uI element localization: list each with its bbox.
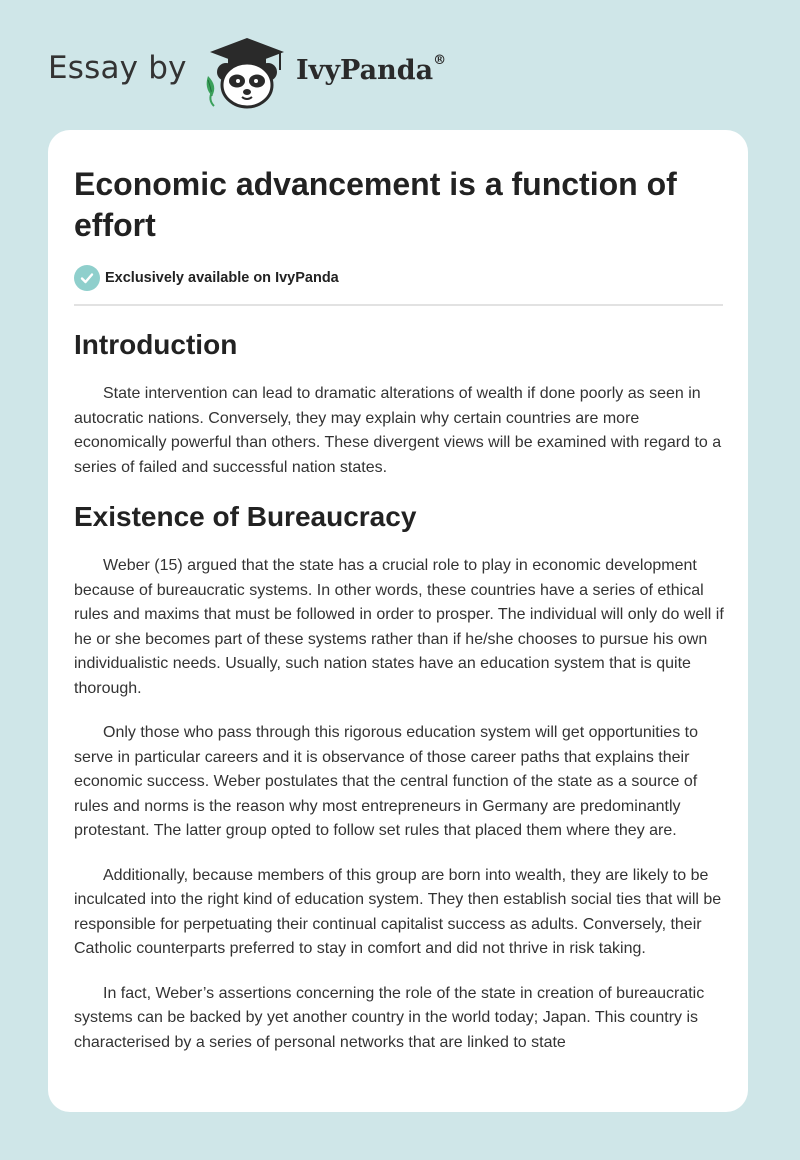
essay-title: Economic advancement is a function of effort bbox=[74, 166, 677, 243]
section-heading-introduction: Introduction bbox=[74, 329, 238, 360]
essay-by-label: Essay by bbox=[48, 50, 187, 86]
brand-name[interactable] bbox=[296, 55, 446, 86]
divider bbox=[74, 304, 723, 306]
essay-card bbox=[48, 130, 748, 1112]
exclusive-label: Exclusively available on IvyPanda bbox=[105, 270, 339, 286]
paragraph: State intervention can lead to dramatic alterations of wealth if done poorly as seen in autocratic nations. Conversely, they may explain why certain countries are more economically powerful than others. These divergent views will be examined with regard to a series of failed and successful nation states. bbox=[74, 385, 722, 476]
section-heading-bureaucracy: Existence of Bureaucracy bbox=[74, 501, 417, 532]
site-header bbox=[0, 0, 800, 130]
paragraph: In fact, Weber’s assertions concerning the role of the state in creation of bureaucratic systems can be backed by yet another country in the world today; Japan. This country is characterised by a series of personal networks that are linked to state bbox=[74, 984, 705, 1051]
paragraph: Additionally, because members of this group are born into wealth, they are likely to be inculcated into the right kind of education system. They then establish social ties that will be responsible for perpetuating their continual capitalist success as adults. Conversely, their Catholic counterparts preferred to stay in comfort and did not thrive in risk taking. bbox=[74, 866, 722, 957]
paragraph: Only those who pass through this rigorous education system will get opportunities to serve in particular careers and it is observance of those career paths that explains their economic success. Weber postulates that the central function of the state as a source of rules and norms is the reason why most entrepreneurs in Germany are predominantly protestant. The latter group opted to follow set rules that placed them where they are. bbox=[74, 724, 698, 839]
panda-logo-icon[interactable] bbox=[202, 36, 292, 110]
paragraph: Weber (15) argued that the state has a crucial role to play in economic development because of bureaucratic systems. In other words, these countries have a series of ethical rules and maxims that must be followed in order to prosper. The individual will only do well if he or she becomes part of these systems rather than if he/she chooses to pursue his own individualistic needs. Usually, such nation states have an education system that is quite thorough. bbox=[74, 557, 724, 697]
exclusive-badge bbox=[74, 264, 722, 292]
registered-mark: ® bbox=[433, 53, 447, 68]
brand-name-text: IvyPanda bbox=[296, 55, 434, 86]
checkmark-icon bbox=[74, 265, 100, 291]
